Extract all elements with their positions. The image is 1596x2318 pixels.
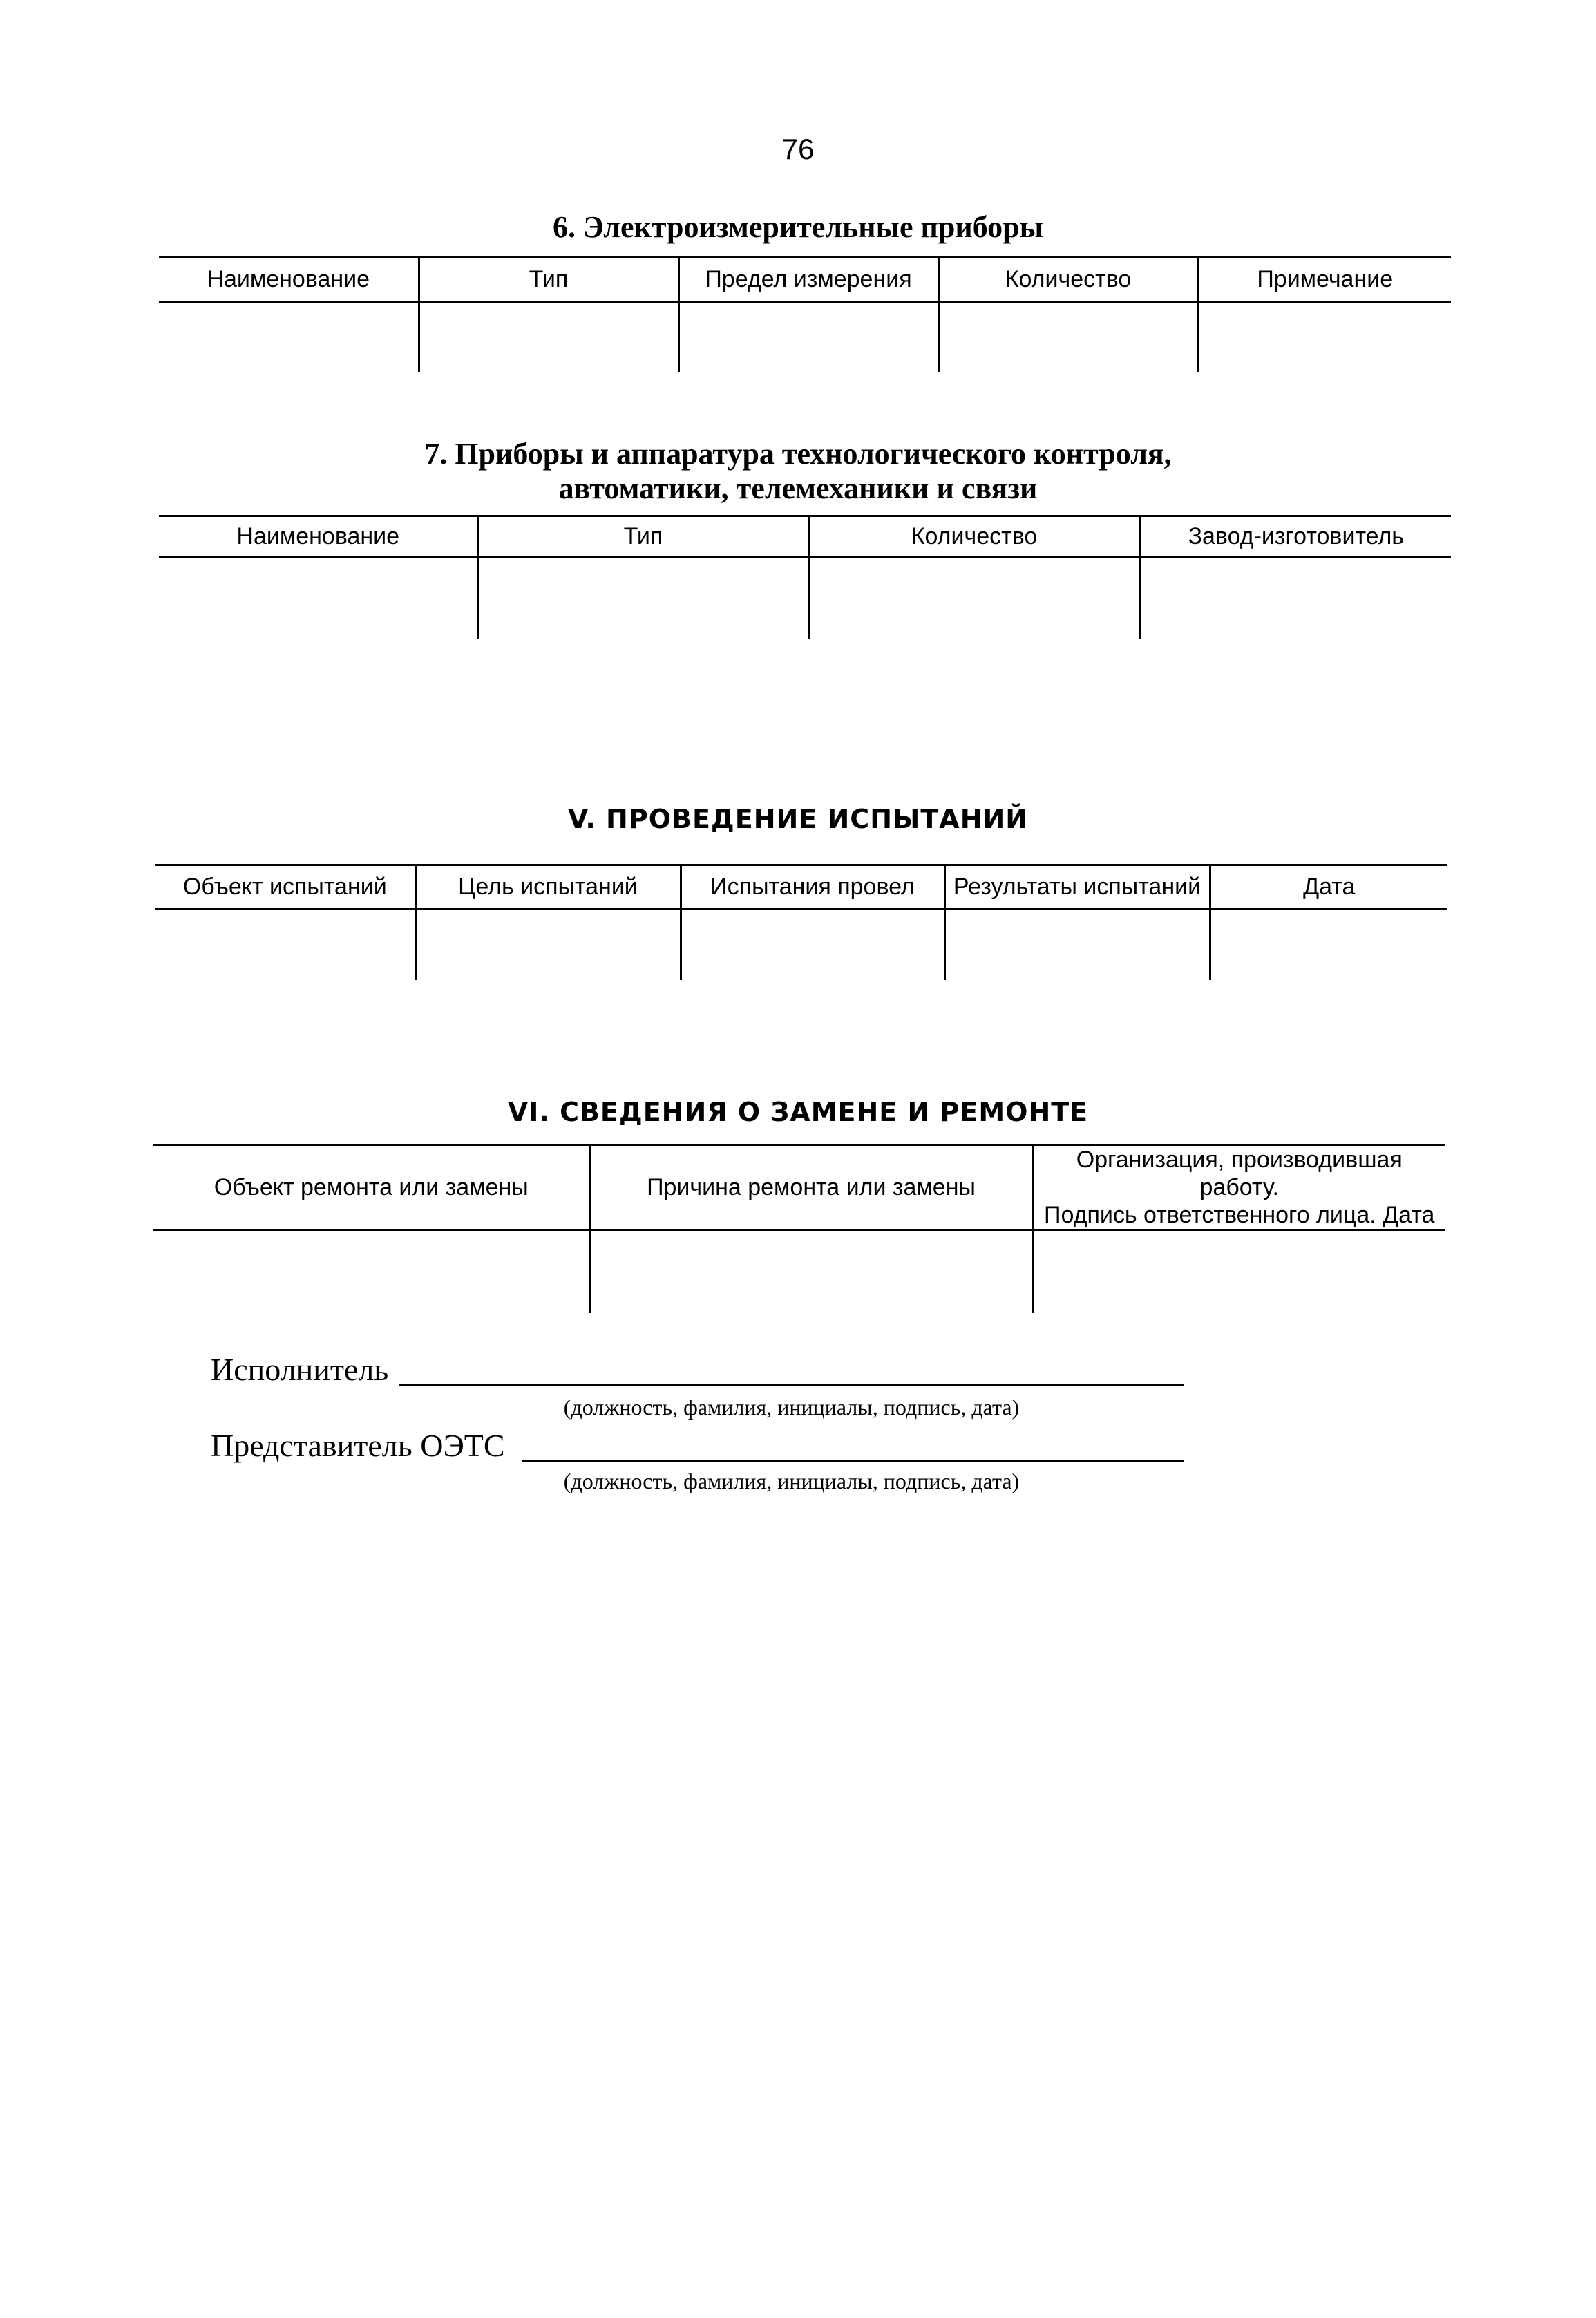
table-cell [415, 910, 681, 980]
table-cell [1032, 1230, 1445, 1313]
table-cell [419, 303, 678, 372]
page-number: 76 [781, 133, 815, 165]
representative-caption: (должность, фамилия, инициалы, подпись, дата) [563, 1469, 1020, 1493]
section-6-title: 6. Электроизмерительные приборы [553, 210, 1043, 244]
column-header-quantity: Количество [808, 516, 1140, 558]
executor-label: Исполнитель [211, 1352, 389, 1387]
column-header-date: Дата [1210, 865, 1447, 910]
representative-label: Представитель ОЭТС [211, 1428, 505, 1463]
table-cell [478, 558, 808, 639]
column-header-repair-reason: Причина ремонта или замены [590, 1145, 1032, 1230]
table-replacement-repair [153, 1144, 1445, 1313]
section-7-title-line1: 7. Приборы и аппаратура технологического контроля, [424, 437, 1172, 471]
section-vi-title: VI. СВЕДЕНИЯ О ЗАМЕНЕ И РЕМОНТЕ [507, 1097, 1089, 1127]
column-header-measure-limit: Предел измерения [678, 257, 938, 303]
table-cell [159, 303, 419, 372]
table-cell [1210, 910, 1447, 980]
table-control-equipment [159, 515, 1451, 639]
table-tests [155, 864, 1447, 980]
header-line-organization: Организация, производившая работу. [1076, 1147, 1403, 1200]
table-cell [1140, 558, 1451, 639]
column-header-test-results: Результаты испытаний [944, 865, 1210, 910]
table-cell [681, 910, 944, 980]
executor-caption: (должность, фамилия, инициалы, подпись, дата) [563, 1395, 1020, 1420]
table-cell [153, 1230, 590, 1313]
column-header-organization [1032, 1145, 1445, 1230]
table-cell [944, 910, 1210, 980]
column-header-type: Тип [419, 257, 678, 303]
section-7-title-line2: автоматики, телемеханики и связи [558, 471, 1038, 505]
table-row [155, 910, 1447, 980]
executor-signature-line[interactable] [399, 1384, 1184, 1386]
table-cell [1198, 303, 1451, 372]
table-cell [938, 303, 1198, 372]
column-header-test-purpose: Цель испытаний [415, 865, 681, 910]
table-cell [808, 558, 1140, 639]
table-cell [159, 558, 478, 639]
representative-signature-line[interactable] [522, 1460, 1184, 1462]
table-cell [590, 1230, 1032, 1313]
column-header-quantity: Количество [938, 257, 1198, 303]
column-header-name: Наименование [159, 257, 419, 303]
column-header-tested-by: Испытания провел [681, 865, 944, 910]
table-electrical-instruments [159, 256, 1451, 372]
column-header-test-object: Объект испытаний [155, 865, 415, 910]
table-row [159, 558, 1451, 639]
column-header-type: Тип [478, 516, 808, 558]
column-header-note: Примечание [1198, 257, 1451, 303]
section-v-title: V. ПРОВЕДЕНИЕ ИСПЫТАНИЙ [567, 804, 1029, 834]
table-row [153, 1230, 1445, 1313]
column-header-repair-object: Объект ремонта или замены [153, 1145, 590, 1230]
table-row [159, 303, 1451, 372]
header-line-signature-date: Подпись ответственного лица. Дата [1044, 1202, 1435, 1228]
table-cell [155, 910, 415, 980]
column-header-name: Наименование [159, 516, 478, 558]
column-header-manufacturer: Завод-изготовитель [1140, 516, 1451, 558]
table-cell [678, 303, 938, 372]
